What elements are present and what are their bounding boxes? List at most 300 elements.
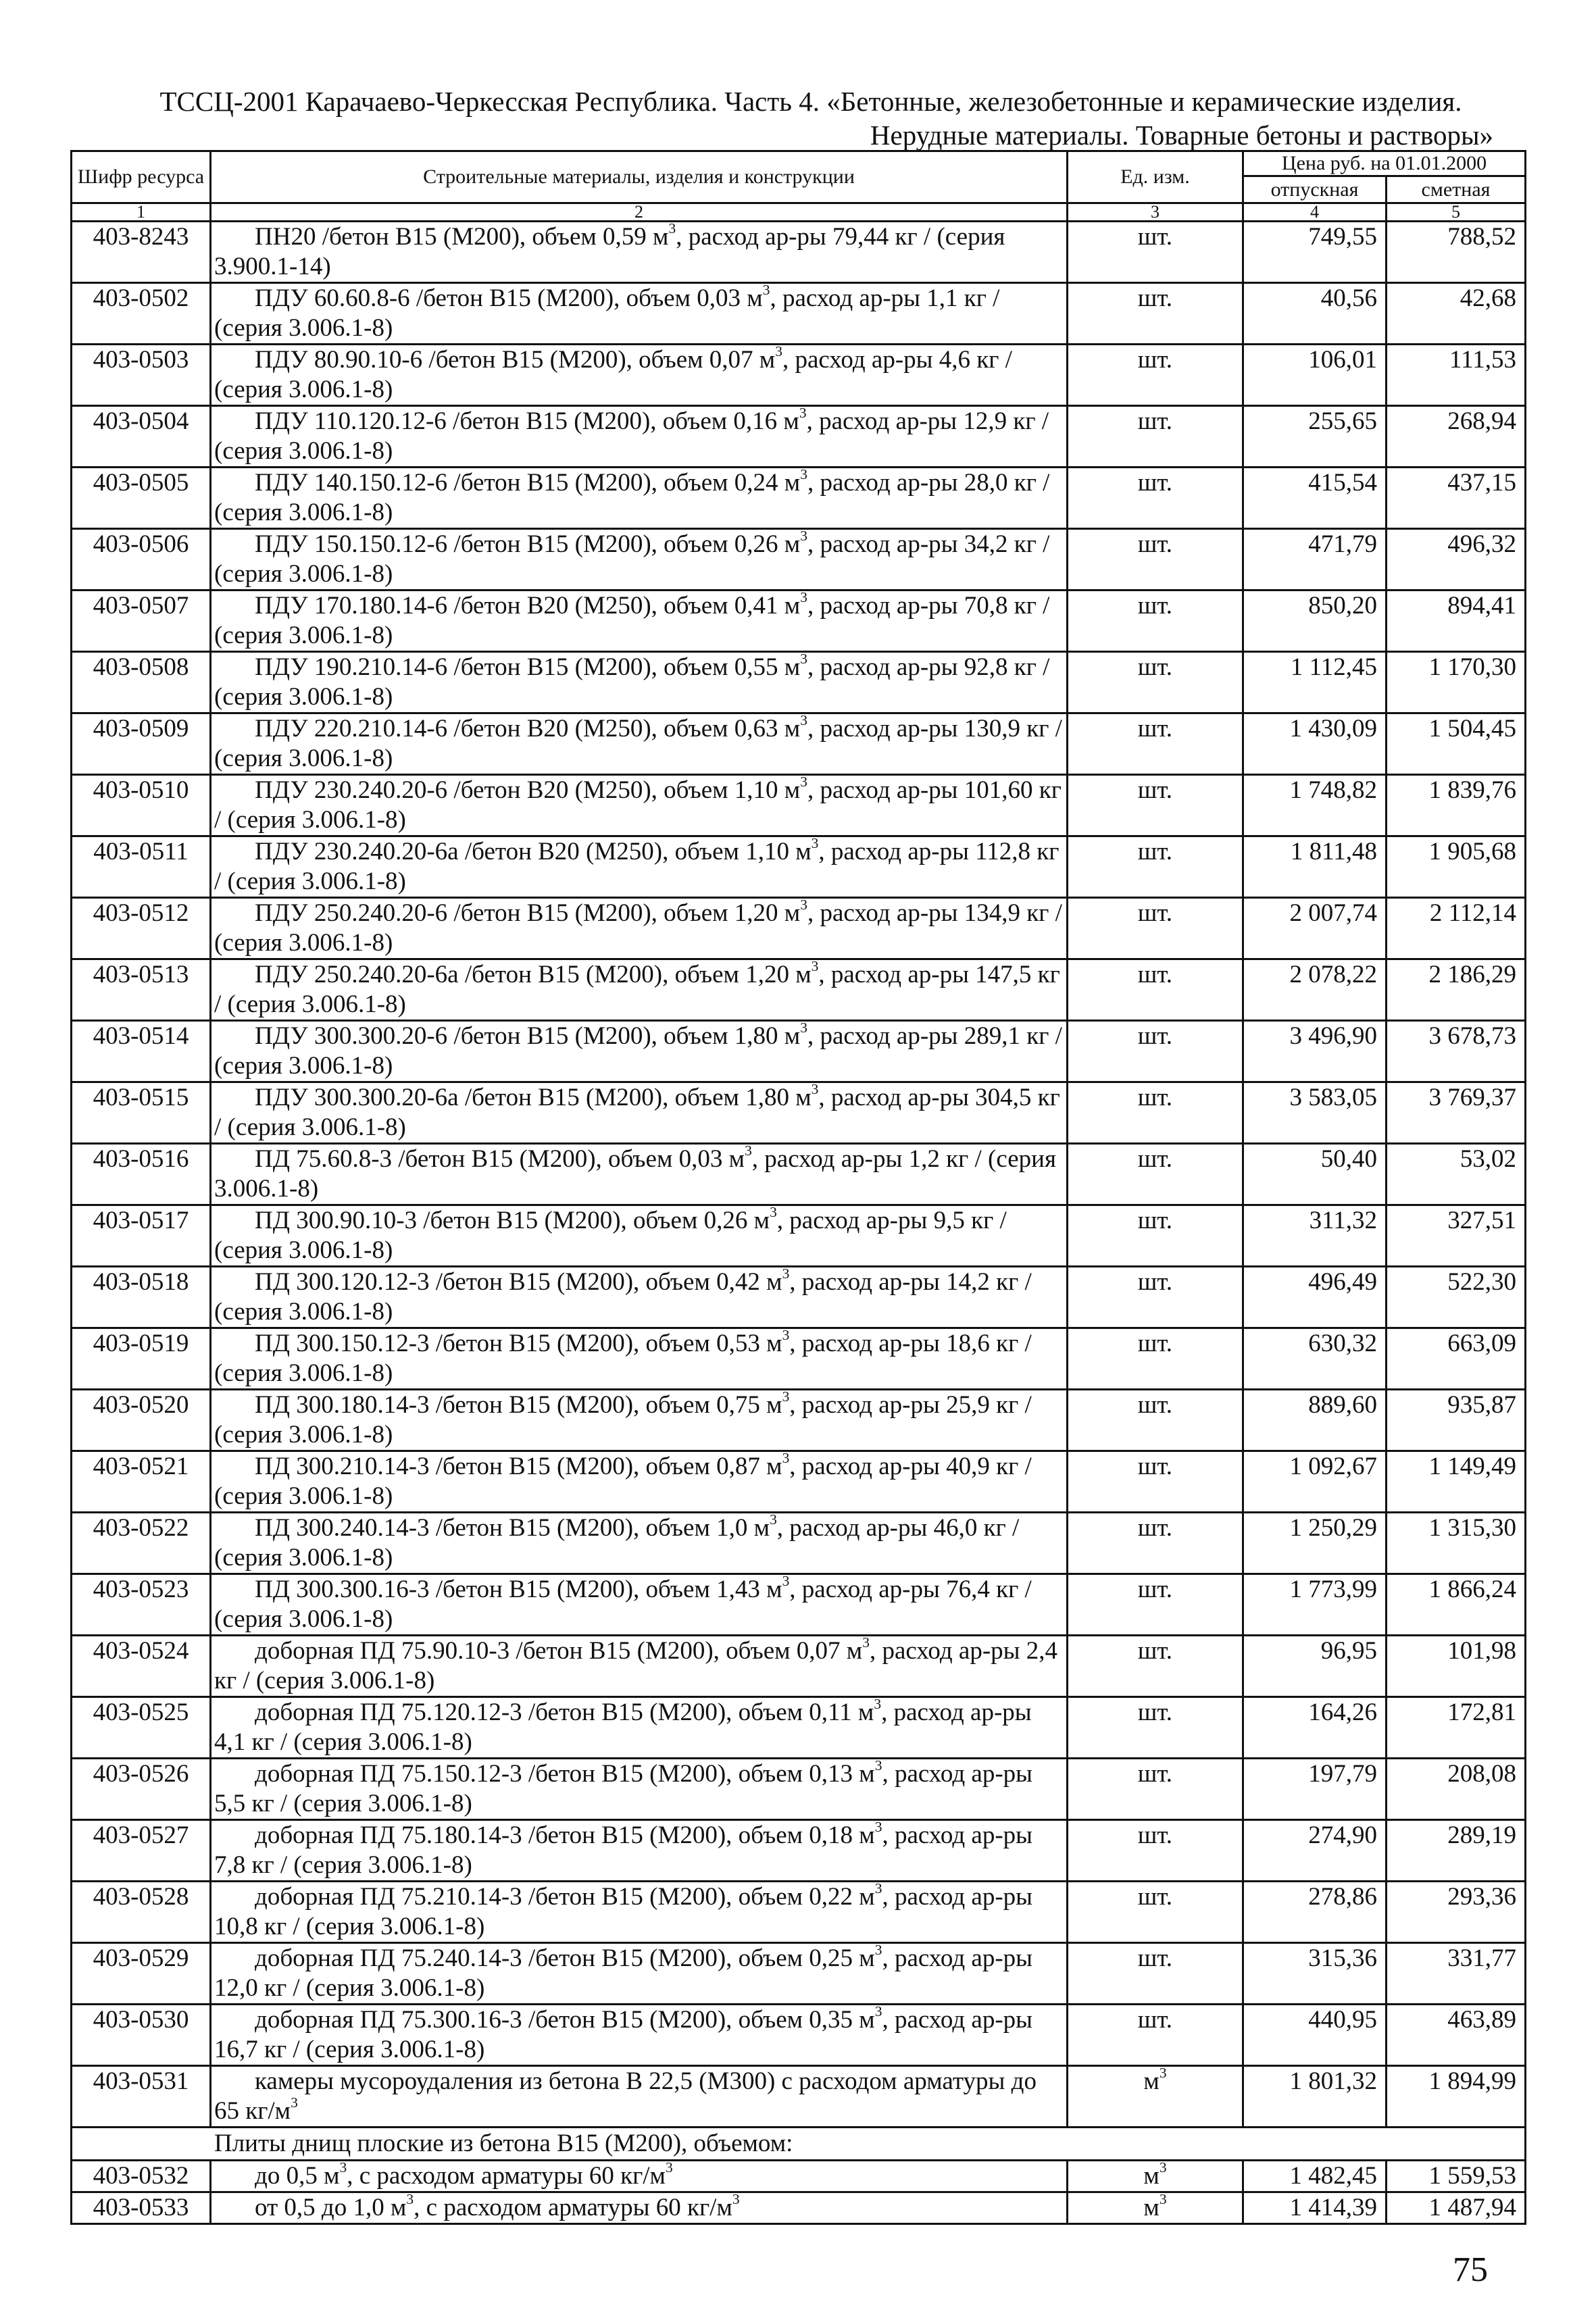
unit-text: шт. bbox=[1137, 1330, 1173, 1357]
cubic-superscript: 3 bbox=[800, 589, 807, 606]
resource-code: 403-0511 bbox=[72, 836, 211, 898]
item-description bbox=[211, 2161, 1068, 2192]
item-description-text bbox=[214, 591, 1065, 651]
description-main: ПДУ 230.240.20-6 /бетон В20 (М250), объем 1,10 м bbox=[255, 776, 801, 804]
item-description-text bbox=[214, 1452, 1065, 1511]
resource-code: 403-0532 bbox=[72, 2161, 211, 2192]
table-row bbox=[72, 345, 1526, 406]
column-number: 1 bbox=[72, 203, 211, 222]
unit-of-measure bbox=[1068, 1820, 1243, 1882]
unit-text: шт. bbox=[1137, 1576, 1173, 1603]
estimate-price: 1 559,53 bbox=[1387, 2161, 1526, 2192]
unit-text: шт. bbox=[1137, 1699, 1173, 1726]
cubic-superscript: 3 bbox=[874, 1757, 882, 1774]
unit-text: шт. bbox=[1137, 899, 1173, 927]
unit-text: шт. bbox=[1137, 961, 1173, 988]
description-main: ПДУ 300.300.20-6 /бетон В15 (М200), объем 1,80 м bbox=[255, 1022, 801, 1050]
table-row bbox=[72, 1882, 1526, 1943]
cubic-superscript: 3 bbox=[800, 774, 807, 790]
column-number: 2 bbox=[211, 203, 1068, 222]
description-rest: , расход ар-ры 46,0 кг / (серия 3.006.1-8) bbox=[214, 1514, 1020, 1571]
unit-of-measure bbox=[1068, 1451, 1243, 1513]
item-description bbox=[211, 898, 1068, 959]
item-description-text bbox=[214, 468, 1065, 528]
description-main: ПДУ 250.240.20-6а /бетон В15 (М200), объем 1,20 м bbox=[255, 961, 812, 988]
item-description bbox=[211, 1636, 1068, 1697]
estimate-price: 1 487,94 bbox=[1387, 2192, 1526, 2224]
description-main: ПДУ 60.60.8-6 /бетон В15 (М200), объем 0,03 м bbox=[255, 284, 763, 312]
description-rest: , расход ар-ры 4,1 кг / (серия 3.006.1-8) bbox=[214, 1699, 1032, 1756]
item-description-text bbox=[214, 2161, 1065, 2191]
description-main: ПД 300.300.16-3 /бетон В15 (М200), объем 1,43 м bbox=[255, 1576, 782, 1603]
resource-code: 403-0521 bbox=[72, 1451, 211, 1513]
item-description bbox=[211, 1451, 1068, 1513]
description-main: ПДУ 140.150.12-6 /бетон В15 (М200), объем 0,24 м bbox=[255, 469, 801, 497]
release-price: 164,26 bbox=[1243, 1697, 1387, 1759]
table-row bbox=[72, 1697, 1526, 1759]
item-description bbox=[211, 222, 1068, 283]
description-rest: , с расходом арматуры 60 кг/м bbox=[347, 2162, 666, 2190]
description-rest: , расход ар-ры 5,5 кг / (серия 3.006.1-8) bbox=[214, 1760, 1032, 1817]
column-header-estimate-price: сметная bbox=[1387, 176, 1526, 203]
item-description-text bbox=[214, 1944, 1065, 2003]
item-description-text bbox=[214, 530, 1065, 589]
unit-of-measure bbox=[1068, 1144, 1243, 1205]
column-header-name: Строительные материалы, изделия и конструкции bbox=[211, 151, 1068, 203]
unit-of-measure bbox=[1068, 1943, 1243, 2005]
description-rest: , расход ар-ры 79,44 кг / (серия 3.900.1-14) bbox=[214, 223, 1005, 280]
unit-text: шт. bbox=[1137, 530, 1173, 558]
resource-code: 403-0523 bbox=[72, 1574, 211, 1636]
description-main: ПД 300.240.14-3 /бетон В15 (М200), объем 1,0 м bbox=[255, 1514, 770, 1542]
description-rest: , расход ар-ры 70,8 кг / (серия 3.006.1-8) bbox=[214, 592, 1050, 649]
estimate-price: 1 894,99 bbox=[1387, 2066, 1526, 2128]
unit-of-measure bbox=[1068, 959, 1243, 1021]
cubic-superscript: 3 bbox=[770, 1204, 777, 1221]
estimate-price: 293,36 bbox=[1387, 1882, 1526, 1943]
estimate-price: 289,19 bbox=[1387, 1820, 1526, 1882]
cubic-superscript: 3 bbox=[811, 1081, 819, 1098]
item-description-text bbox=[214, 2193, 1065, 2223]
estimate-price: 1 839,76 bbox=[1387, 775, 1526, 836]
cubic-superscript: 3 bbox=[874, 2003, 882, 2020]
release-price: 1 250,29 bbox=[1243, 1513, 1387, 1574]
resource-code: 403-0519 bbox=[72, 1328, 211, 1390]
unit-text: шт. bbox=[1137, 1760, 1173, 1788]
unit-text: шт. bbox=[1137, 1514, 1173, 1542]
unit-of-measure bbox=[1068, 1205, 1243, 1267]
estimate-price: 1 149,49 bbox=[1387, 1451, 1526, 1513]
description-rest: , расход ар-ры 130,9 кг / (серия 3.006.1-8) bbox=[214, 715, 1062, 772]
item-description bbox=[211, 1205, 1068, 1267]
resource-code: 403-0520 bbox=[72, 1390, 211, 1451]
item-description-text bbox=[214, 284, 1065, 343]
description-rest: , расход ар-ры 134,9 кг / (серия 3.006.1-8) bbox=[214, 899, 1062, 957]
release-price: 315,36 bbox=[1243, 1943, 1387, 2005]
release-price: 40,56 bbox=[1243, 283, 1387, 345]
cubic-superscript: 3 bbox=[770, 1511, 777, 1528]
release-price: 1 092,67 bbox=[1243, 1451, 1387, 1513]
unit-text: шт. bbox=[1137, 592, 1173, 620]
item-description bbox=[211, 1267, 1068, 1328]
estimate-price: 268,94 bbox=[1387, 406, 1526, 468]
description-rest: , расход ар-ры 16,7 кг / (серия 3.006.1-8) bbox=[214, 2006, 1032, 2063]
item-description bbox=[211, 775, 1068, 836]
estimate-price: 111,53 bbox=[1387, 345, 1526, 406]
description-rest: , расход ар-ры 12,9 кг / (серия 3.006.1-8) bbox=[214, 407, 1049, 465]
cubic-superscript: 3 bbox=[782, 1265, 790, 1282]
description-main: ПД 300.150.12-3 /бетон В15 (М200), объем 0,53 м bbox=[255, 1330, 782, 1357]
release-price: 278,86 bbox=[1243, 1882, 1387, 1943]
item-description bbox=[211, 1943, 1068, 2005]
table-row bbox=[72, 1820, 1526, 1882]
estimate-price: 331,77 bbox=[1387, 1943, 1526, 2005]
description-main: доборная ПД 75.150.12-3 /бетон В15 (М200), объем 0,13 м bbox=[255, 1760, 875, 1788]
description-rest: , расход ар-ры 12,0 кг / (серия 3.006.1-8) bbox=[214, 1944, 1032, 2002]
description-main: доборная ПД 75.300.16-3 /бетон В15 (М200), объем 0,35 м bbox=[255, 2006, 875, 2034]
price-table-body bbox=[72, 222, 1526, 2224]
estimate-price: 788,52 bbox=[1387, 222, 1526, 283]
estimate-price: 3 769,37 bbox=[1387, 1082, 1526, 1144]
item-description-text bbox=[214, 407, 1065, 466]
unit-text: шт. bbox=[1137, 469, 1173, 497]
unit-of-measure bbox=[1068, 2192, 1243, 2224]
estimate-price: 496,32 bbox=[1387, 529, 1526, 590]
item-description-text bbox=[214, 1636, 1065, 1696]
description-main: ПДУ 230.240.20-6а /бетон В20 (М250), объем 1,10 м bbox=[255, 838, 812, 865]
item-description bbox=[211, 529, 1068, 590]
table-row bbox=[72, 2066, 1526, 2128]
item-description-text bbox=[214, 2067, 1065, 2126]
item-description bbox=[211, 590, 1068, 652]
item-description-text bbox=[214, 1390, 1065, 1450]
resource-code: 403-0502 bbox=[72, 283, 211, 345]
unit-text: шт. bbox=[1137, 1821, 1173, 1849]
cubic-superscript: 3 bbox=[782, 1327, 790, 1344]
item-description-text bbox=[214, 1513, 1065, 1573]
item-description-text bbox=[214, 899, 1065, 958]
resource-code: 403-0510 bbox=[72, 775, 211, 836]
item-description-text bbox=[214, 960, 1065, 1020]
unit-of-measure bbox=[1068, 1574, 1243, 1636]
group-heading-row bbox=[72, 2128, 1526, 2161]
cubic-superscript: 3 bbox=[874, 1880, 882, 1897]
unit-of-measure bbox=[1068, 345, 1243, 406]
description-main: доборная ПД 75.180.14-3 /бетон В15 (М200), объем 0,18 м bbox=[255, 1821, 875, 1849]
table-row bbox=[72, 283, 1526, 345]
item-description-text bbox=[214, 837, 1065, 897]
description-rest: , с расходом арматуры 60 кг/м bbox=[414, 2194, 732, 2221]
resource-code: 403-0528 bbox=[72, 1882, 211, 1943]
column-number: 3 bbox=[1068, 203, 1243, 222]
unit-text: шт. bbox=[1137, 1022, 1173, 1050]
estimate-price: 101,98 bbox=[1387, 1636, 1526, 1697]
description-rest: , расход ар-ры 289,1 кг / (серия 3.006.1-8) bbox=[214, 1022, 1062, 1080]
table-row bbox=[72, 775, 1526, 836]
cubic-superscript: 3 bbox=[874, 1942, 882, 1959]
cubic-superscript: 3 bbox=[811, 835, 819, 852]
cubic-superscript: 3 bbox=[800, 897, 807, 913]
cubic-superscript: 3 bbox=[782, 1388, 790, 1405]
unit-text: шт. bbox=[1137, 1637, 1173, 1665]
table-row bbox=[72, 1513, 1526, 1574]
table-row bbox=[72, 406, 1526, 468]
item-description-text bbox=[214, 2005, 1065, 2065]
unit-text: шт. bbox=[1137, 2006, 1173, 2034]
release-price: 2 078,22 bbox=[1243, 959, 1387, 1021]
resource-code: 403-8243 bbox=[72, 222, 211, 283]
resource-code: 403-0525 bbox=[72, 1697, 211, 1759]
description-main: ПД 300.210.14-3 /бетон В15 (М200), объем 0,87 м bbox=[255, 1453, 782, 1480]
description-main: ПД 75.60.8-3 /бетон В15 (М200), объем 0,03 м bbox=[255, 1145, 745, 1173]
unit-text: м bbox=[1143, 2194, 1159, 2221]
release-price: 415,54 bbox=[1243, 468, 1387, 529]
unit-text: шт. bbox=[1137, 1453, 1173, 1480]
table-row bbox=[72, 529, 1526, 590]
unit-of-measure bbox=[1068, 1328, 1243, 1390]
table-row bbox=[72, 1205, 1526, 1267]
item-description bbox=[211, 959, 1068, 1021]
description-main: доборная ПД 75.240.14-3 /бетон В15 (М200), объем 0,25 м bbox=[255, 1944, 875, 1972]
release-price: 1 811,48 bbox=[1243, 836, 1387, 898]
column-header-code: Шифр ресурса bbox=[72, 151, 211, 203]
table-row bbox=[72, 1021, 1526, 1082]
group-heading: Плиты днищ плоские из бетона В15 (М200), объемом: bbox=[72, 2128, 1526, 2161]
item-description bbox=[211, 468, 1068, 529]
cubic-superscript: 3 bbox=[762, 282, 770, 299]
document-header-line-2: Нерудные материалы. Товарные бетоны и растворы» bbox=[870, 120, 1493, 151]
table-row bbox=[72, 898, 1526, 959]
unit-of-measure bbox=[1068, 1697, 1243, 1759]
release-price: 471,79 bbox=[1243, 529, 1387, 590]
cubic-superscript: 3 bbox=[800, 466, 807, 483]
estimate-price: 1 905,68 bbox=[1387, 836, 1526, 898]
unit-of-measure bbox=[1068, 2066, 1243, 2128]
item-description bbox=[211, 283, 1068, 345]
release-price: 850,20 bbox=[1243, 590, 1387, 652]
item-description bbox=[211, 1759, 1068, 1820]
release-price: 2 007,74 bbox=[1243, 898, 1387, 959]
description-main: доборная ПД 75.120.12-3 /бетон В15 (М200), объем 0,11 м bbox=[255, 1699, 874, 1726]
release-price: 440,95 bbox=[1243, 2005, 1387, 2066]
unit-of-measure bbox=[1068, 1759, 1243, 1820]
description-main: от 0,5 до 1,0 м bbox=[255, 2194, 407, 2221]
unit-of-measure bbox=[1068, 1390, 1243, 1451]
unit-of-measure bbox=[1068, 836, 1243, 898]
description-main: ПДУ 220.210.14-6 /бетон В20 (М250), объем 0,63 м bbox=[255, 715, 801, 743]
unit-of-measure bbox=[1068, 1267, 1243, 1328]
release-price: 274,90 bbox=[1243, 1820, 1387, 1882]
item-description-text bbox=[214, 1882, 1065, 1942]
estimate-price: 172,81 bbox=[1387, 1697, 1526, 1759]
price-table-header bbox=[72, 151, 1526, 222]
item-description bbox=[211, 1328, 1068, 1390]
description-main: до 0,5 м bbox=[255, 2162, 340, 2190]
column-header-unit: Ед. изм. bbox=[1068, 151, 1243, 203]
item-description-text bbox=[214, 1698, 1065, 1757]
release-price: 255,65 bbox=[1243, 406, 1387, 468]
description-rest: , расход ар-ры 10,8 кг / (серия 3.006.1-8) bbox=[214, 1883, 1032, 1940]
cubic-superscript: 3 bbox=[782, 1450, 790, 1467]
estimate-price: 42,68 bbox=[1387, 283, 1526, 345]
release-price: 1 748,82 bbox=[1243, 775, 1387, 836]
resource-code: 403-0522 bbox=[72, 1513, 211, 1574]
table-row bbox=[72, 1328, 1526, 1390]
unit-text: м bbox=[1143, 2162, 1159, 2190]
description-rest: , расход ар-ры 7,8 кг / (серия 3.006.1-8) bbox=[214, 1821, 1032, 1879]
resource-code: 403-0513 bbox=[72, 959, 211, 1021]
resource-code: 403-0515 bbox=[72, 1082, 211, 1144]
estimate-price: 208,08 bbox=[1387, 1759, 1526, 1820]
item-description bbox=[211, 1697, 1068, 1759]
unit-of-measure bbox=[1068, 713, 1243, 775]
item-description bbox=[211, 652, 1068, 713]
item-description-text bbox=[214, 222, 1065, 282]
column-header-price: Цена руб. на 01.01.2000 bbox=[1243, 151, 1526, 176]
resource-code: 403-0533 bbox=[72, 2192, 211, 2224]
description-rest: , расход ар-ры 304,5 кг / (серия 3.006.1-8) bbox=[214, 1084, 1060, 1141]
description-main: ПДУ 250.240.20-6 /бетон В15 (М200), объем 1,20 м bbox=[255, 899, 801, 927]
resource-code: 403-0512 bbox=[72, 898, 211, 959]
unit-superscript: 3 bbox=[1159, 2065, 1167, 2082]
description-rest: , расход ар-ры 92,8 кг / (серия 3.006.1-8) bbox=[214, 653, 1050, 711]
release-price: 50,40 bbox=[1243, 1144, 1387, 1205]
release-price: 889,60 bbox=[1243, 1390, 1387, 1451]
unit-of-measure bbox=[1068, 1882, 1243, 1943]
table-row bbox=[72, 836, 1526, 898]
item-description bbox=[211, 2066, 1068, 2128]
table-row bbox=[72, 1267, 1526, 1328]
unit-of-measure bbox=[1068, 1636, 1243, 1697]
description-main: ПН20 /бетон В15 (М200), объем 0,59 м bbox=[255, 223, 669, 251]
item-description bbox=[211, 406, 1068, 468]
release-price: 1 801,32 bbox=[1243, 2066, 1387, 2128]
cubic-superscript: 3 bbox=[874, 1819, 882, 1836]
cubic-superscript: 3 bbox=[339, 2159, 347, 2176]
cubic-superscript: 3 bbox=[732, 2191, 740, 2208]
description-rest: , расход ар-ры 9,5 кг / (серия 3.006.1-8) bbox=[214, 1207, 1007, 1264]
resource-code: 403-0504 bbox=[72, 406, 211, 468]
table-row bbox=[72, 222, 1526, 283]
table-row bbox=[72, 1082, 1526, 1144]
column-header-release-price: отпускная bbox=[1243, 176, 1387, 203]
resource-code: 403-0531 bbox=[72, 2066, 211, 2128]
item-description-text bbox=[214, 1267, 1065, 1327]
description-rest: , расход ар-ры 25,9 кг / (серия 3.006.1-8) bbox=[214, 1391, 1032, 1449]
unit-text: шт. bbox=[1137, 346, 1173, 374]
description-main: ПД 300.90.10-3 /бетон В15 (М200), объем 0,26 м bbox=[255, 1207, 770, 1234]
unit-of-measure bbox=[1068, 652, 1243, 713]
cubic-superscript: 3 bbox=[874, 1696, 882, 1713]
resource-code: 403-0506 bbox=[72, 529, 211, 590]
item-description bbox=[211, 1021, 1068, 1082]
resource-code: 403-0529 bbox=[72, 1943, 211, 2005]
resource-code: 403-0516 bbox=[72, 1144, 211, 1205]
resource-code: 403-0527 bbox=[72, 1820, 211, 1882]
description-rest: , расход ар-ры 28,0 кг / (серия 3.006.1-8) bbox=[214, 469, 1050, 526]
description-rest: , расход ар-ры 2,4 кг / (серия 3.006.1-8) bbox=[214, 1637, 1057, 1694]
estimate-price: 437,15 bbox=[1387, 468, 1526, 529]
description-rest: , расход ар-ры 1,1 кг / (серия 3.006.1-8) bbox=[214, 284, 1000, 342]
resource-code: 403-0509 bbox=[72, 713, 211, 775]
unit-of-measure bbox=[1068, 1082, 1243, 1144]
cubic-superscript: 3 bbox=[800, 528, 807, 545]
resource-code: 403-0505 bbox=[72, 468, 211, 529]
description-rest: , расход ар-ры 76,4 кг / (серия 3.006.1-8) bbox=[214, 1576, 1032, 1633]
cubic-superscript: 3 bbox=[745, 1142, 752, 1159]
item-description bbox=[211, 345, 1068, 406]
resource-code: 403-0514 bbox=[72, 1021, 211, 1082]
item-description-text bbox=[214, 345, 1065, 405]
unit-text: шт. bbox=[1137, 776, 1173, 804]
unit-of-measure bbox=[1068, 1021, 1243, 1082]
estimate-price: 894,41 bbox=[1387, 590, 1526, 652]
release-price: 1 414,39 bbox=[1243, 2192, 1387, 2224]
description-rest: , расход ар-ры 101,60 кг / (серия 3.006.1-8) bbox=[214, 776, 1062, 834]
resource-code: 403-0517 bbox=[72, 1205, 211, 1267]
description-rest: , расход ар-ры 4,6 кг / (серия 3.006.1-8) bbox=[214, 346, 1012, 403]
description-main: ПДУ 170.180.14-6 /бетон В20 (М250), объем 0,41 м bbox=[255, 592, 801, 620]
item-description-text bbox=[214, 1575, 1065, 1634]
unit-text: шт. bbox=[1137, 1391, 1173, 1419]
cubic-superscript: 3 bbox=[862, 1634, 870, 1651]
item-description-text bbox=[214, 714, 1065, 774]
resource-code: 403-0518 bbox=[72, 1267, 211, 1328]
estimate-price: 327,51 bbox=[1387, 1205, 1526, 1267]
price-table bbox=[70, 150, 1526, 2225]
unit-of-measure bbox=[1068, 406, 1243, 468]
release-price: 749,55 bbox=[1243, 222, 1387, 283]
item-description bbox=[211, 1882, 1068, 1943]
cubic-superscript: 3 bbox=[800, 712, 807, 729]
table-row bbox=[72, 2161, 1526, 2192]
description-rest: , расход ар-ры 14,2 кг / (серия 3.006.1-8) bbox=[214, 1268, 1032, 1326]
unit-text: шт. bbox=[1137, 1883, 1173, 1911]
unit-text: шт. bbox=[1137, 284, 1173, 312]
unit-text: шт. bbox=[1137, 407, 1173, 435]
description-main: доборная ПД 75.210.14-3 /бетон В15 (М200), объем 0,22 м bbox=[255, 1883, 875, 1911]
unit-text: шт. bbox=[1137, 838, 1173, 865]
release-price: 630,32 bbox=[1243, 1328, 1387, 1390]
cubic-superscript: 3 bbox=[782, 1573, 790, 1590]
unit-of-measure bbox=[1068, 590, 1243, 652]
estimate-price: 1 170,30 bbox=[1387, 652, 1526, 713]
page-number: 75 bbox=[1453, 2250, 1488, 2289]
estimate-price: 2 112,14 bbox=[1387, 898, 1526, 959]
item-description-text bbox=[214, 1821, 1065, 1880]
unit-of-measure bbox=[1068, 468, 1243, 529]
description-main: ПД 300.180.14-3 /бетон В15 (М200), объем 0,75 м bbox=[255, 1391, 782, 1419]
table-row bbox=[72, 959, 1526, 1021]
table-row bbox=[72, 590, 1526, 652]
resource-code: 403-0503 bbox=[72, 345, 211, 406]
item-description bbox=[211, 1144, 1068, 1205]
cubic-superscript: 3 bbox=[811, 958, 819, 975]
release-price: 3 496,90 bbox=[1243, 1021, 1387, 1082]
description-rest: , расход ар-ры 112,8 кг / (серия 3.006.1-8) bbox=[214, 838, 1059, 895]
table-row bbox=[72, 1574, 1526, 1636]
item-description-text bbox=[214, 1022, 1065, 1081]
cubic-superscript: 3 bbox=[668, 220, 676, 237]
table-row bbox=[72, 468, 1526, 529]
cubic-superscript: 3 bbox=[775, 343, 782, 360]
unit-text: шт. bbox=[1137, 223, 1173, 251]
description-main: ПДУ 190.210.14-6 /бетон В15 (М200), объем 0,55 м bbox=[255, 653, 801, 681]
unit-text: шт. bbox=[1137, 1944, 1173, 1972]
estimate-price: 3 678,73 bbox=[1387, 1021, 1526, 1082]
cubic-superscript: 3 bbox=[800, 1020, 807, 1036]
item-description bbox=[211, 1513, 1068, 1574]
